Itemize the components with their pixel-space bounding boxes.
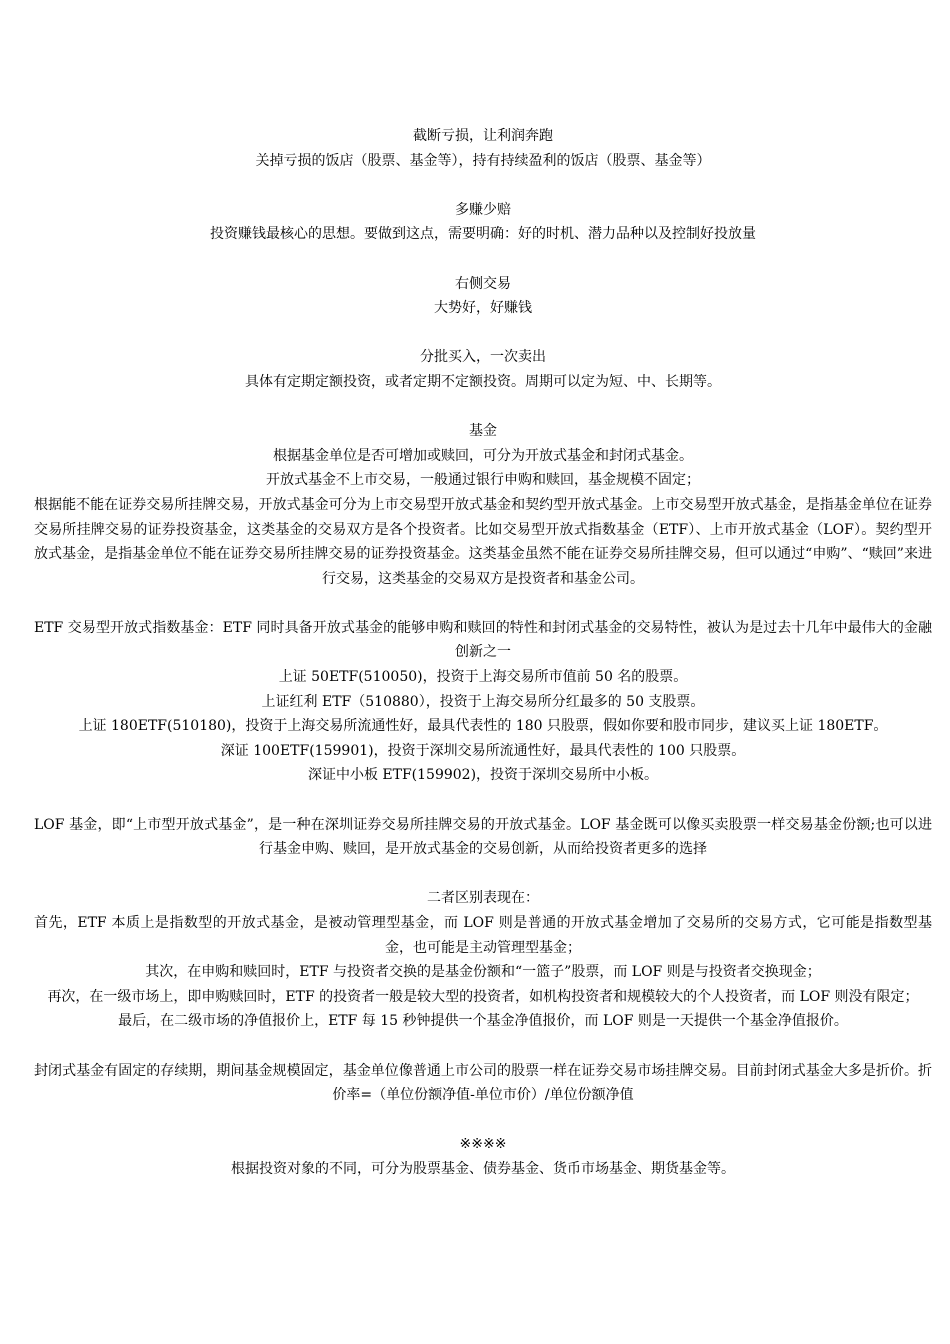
- etf-item: 深证 100ETF(159901)，投资于深圳交易所流通性好，最具代表性的 100 只股票。: [220, 742, 746, 759]
- separator-marks: ※※※※: [459, 1136, 507, 1153]
- section-title-earn-more: 多赚少赔: [455, 201, 511, 218]
- text-line: 具体有定期定额投资，或者定期不定额投资。周期可以定为短、中、长期等。: [245, 373, 721, 390]
- paragraph-etf: ETF 交易型开放式指数基金：ETF 同时具备开放式基金的能够申购和赎回的特性和封闭式基金的交易特性，被认为是过去十几年中最伟大的金融创新之一: [34, 619, 932, 661]
- blank-line: [34, 1034, 932, 1059]
- text-line: 大势好，好赚钱: [434, 300, 532, 317]
- paragraph-open-end-fund: 根据能不能在证券交易所挂牌交易，开放式基金可分为上市交易型开放式基金和契约型开放式基金。上市交易型开放式基金，是指基金单位在证券交易所挂牌交易的证券投资基金，这类基金的交易双方是各个投资者。比如交易型开放式指数基金（ETF）、上市开放式基金（LOF）。契约型开放式基金，是指基金单位不能在证券交易所挂牌交易的证券投资基金。这类基金虽然不能在证券交易所挂牌交易，但可以通过“申购”、“赎回”来进行交易，这类基金的交易双方是投资者和基金公司。: [34, 496, 932, 587]
- blank-line: [34, 395, 932, 420]
- paragraph-closed-end-fund: 封闭式基金有固定的存续期，期间基金规模固定，基金单位像普通上市公司的股票一样在证券交易市场挂牌交易。目前封闭式基金大多是折价。折价率=（单位份额净值-单位市价）/单位份额净值: [34, 1062, 932, 1104]
- blank-line: [34, 173, 932, 198]
- section-title-cut-losses: 截断亏损，让利润奔跑: [413, 128, 553, 144]
- difference-item: 首先，ETF 本质上是指数型的开放式基金，是被动管理型基金，而 LOF 则是普通的开放式基金增加了交易所的交易方式，它可能是指数型基金，也可能是主动管理型基金；: [34, 915, 932, 956]
- etf-item: 上证 180ETF(510180)，投资于上海交易所流通性好，最具代表性的 180 只股票，假如你要和股市同步，建议买上证 180ETF。: [78, 718, 888, 735]
- text-line: 根据基金单位是否可增加或赎回，可分为开放式基金和封闭式基金。: [273, 447, 693, 464]
- blank-line: [34, 788, 932, 813]
- blank-line: [34, 321, 932, 346]
- section-title-right-side-trading: 右侧交易: [455, 275, 511, 292]
- difference-item: 最后，在二级市场的净值报价上，ETF 每 15 秒钟提供一个基金净值报价，而 LOF 则是一天提供一个基金净值报价。: [118, 1013, 848, 1030]
- text-line: 开放式基金不上市交易，一般通过银行申购和赎回，基金规模不固定；: [266, 472, 700, 489]
- blank-line: [34, 591, 932, 616]
- paragraph-lof: LOF 基金，即“上市型开放式基金”，是一种在深圳证券交易所挂牌交易的开放式基金。LOF 基金既可以像买卖股票一样交易基金份额;也可以进行基金申购、赎回，是开放式基金的交易创新，从而给投资者更多的选择: [34, 816, 932, 858]
- text-line: 关掉亏损的饭店（股票、基金等），持有持续盈利的饭店（股票、基金等）: [255, 152, 711, 169]
- difference-item: 再次，在一级市场上，即申购赎回时，ETF 的投资者一般是较大型的投资者，如机构投资者和规模较大的个人投资者，而 LOF 则没有限定；: [47, 988, 919, 1005]
- document-page: [34, 124, 932, 1182]
- blank-line: [34, 247, 932, 272]
- etf-item: 上证红利 ETF（510880），投资于上海交易所分红最多的 50 支股票。: [261, 693, 705, 710]
- blank-line: [34, 862, 932, 887]
- section-title-fund: 基金: [469, 423, 497, 440]
- section-title-differences: 二者区别表现在：: [427, 890, 539, 907]
- difference-item: 其次，在申购和赎回时，ETF 与投资者交换的是基金份额和“一篮子”股票，而 LOF 则是与投资者交换现金；: [145, 964, 821, 981]
- etf-item: 上证 50ETF(510050)，投资于上海交易所市值前 50 名的股票。: [278, 669, 688, 686]
- etf-item: 深证中小板 ETF(159902)，投资于深圳交易所中小板。: [307, 767, 659, 784]
- text-line: 根据投资对象的不同，可分为股票基金、债券基金、货币市场基金、期货基金等。: [231, 1160, 735, 1177]
- text-line: 投资赚钱最核心的思想。要做到这点，需要明确：好的时机、潜力品种以及控制好投放量: [210, 226, 756, 243]
- section-title-batch-buy: 分批买入，一次卖出: [420, 349, 546, 366]
- blank-line: [34, 1108, 932, 1133]
